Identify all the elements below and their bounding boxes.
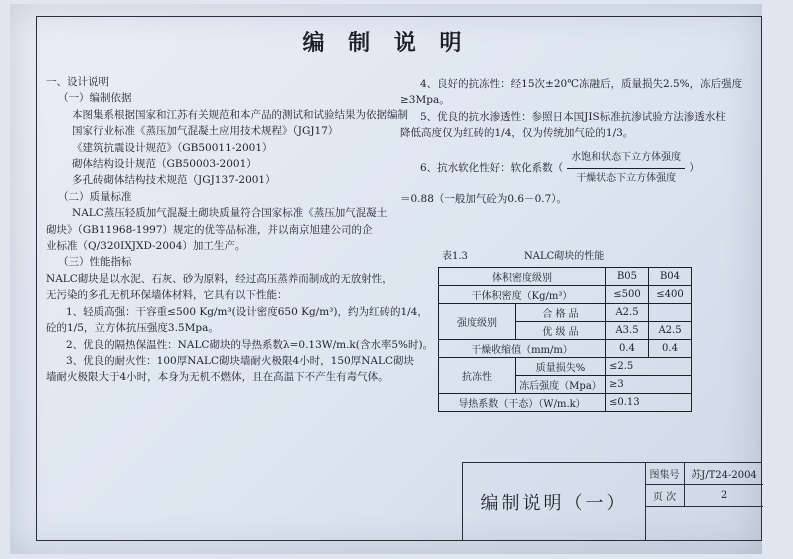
table-cell: 优 级 品: [516, 322, 606, 340]
table-cell: ≤400: [649, 286, 692, 304]
table-cell: 0.4: [606, 340, 649, 358]
left-text-line: 本图集系根据国家和江苏有关规范和本产品的测试和试验结果为依据编制: [72, 108, 408, 121]
table-caption: [442, 247, 742, 262]
title-block-name: 编制说明（一）: [463, 463, 646, 541]
table-cell: 干燥收缩值（mm/m）: [439, 340, 606, 358]
left-text-line: 砌体结构设计规范（GB50003-2001）: [72, 158, 257, 171]
right-text-line: 5、优良的抗水渗透性：参照日本国JIS标准抗渗试验方法渗透水柱: [420, 110, 726, 123]
softening-fraction: [567, 150, 685, 188]
table-row: [439, 304, 692, 322]
left-text-line: （三）性能指标: [58, 256, 132, 269]
table-cell: ≤0.13: [606, 394, 692, 412]
table-row: [439, 358, 692, 376]
table-cell: 冻后强度（Mpa）: [516, 376, 606, 394]
softening-result: ＝0.88（一般加气砼为0.6－0.7）。: [400, 193, 568, 206]
left-text-line: 业标准（Q/320IXJXD-2004）加工生产。: [46, 240, 246, 253]
table-cell: 0.4: [649, 340, 692, 358]
performance-table: [438, 267, 692, 412]
table-number: 表1.3: [442, 251, 468, 262]
table-cell: A3.5: [606, 322, 649, 340]
right-text-line: 4、良好的抗冻性：经15次±20℃冻融后，质量损失2.5%，冻后强度: [420, 78, 743, 90]
left-text-line: 3、优良的耐火性：100厚NALC砌块墙耐火极限4小时，150厚NALC砌块: [66, 354, 414, 367]
table-cell: B04: [649, 268, 692, 286]
right-column: [400, 76, 743, 208]
softening-formula: [400, 150, 735, 188]
title-block: [462, 462, 762, 541]
table-cell: [649, 304, 692, 322]
table-cell: 体积密度级别: [439, 268, 606, 286]
left-text-line: （一）编制依据: [58, 92, 132, 105]
left-text-line: NALC蒸压轻质加气混凝土砌块质量符合国家标准《蒸压加气混凝土: [72, 207, 388, 220]
left-text-line: 砼的1/5，立方体抗压强度3.5Mpa。: [46, 322, 219, 335]
softening-prefix: 6、抗水软化性好：软化系数（: [420, 162, 564, 175]
table-cell: 抗冻性: [439, 358, 516, 394]
table-cell: A2.5: [606, 304, 649, 322]
left-text-line: 2、优良的隔热保温性：NALC砌块的导热系数λ=0.13W/m.k(含水率5%时)。: [66, 338, 434, 351]
table-row: [439, 286, 692, 304]
left-text-line: 一、设计说明: [46, 76, 109, 88]
table-row: [439, 268, 692, 286]
left-text-line: 1、轻质高强：干容重≤500 Kg/m³(设计密度650 Kg/m³)，约为红砖的1/4，: [66, 305, 428, 318]
page-number-label: 页 次: [645, 485, 685, 507]
table-cell: 强度级别: [439, 304, 516, 340]
table-cell: 合 格 品: [516, 304, 606, 322]
page-title: 编 制 说 明: [302, 30, 470, 56]
table-cell: B05: [606, 268, 649, 286]
atlas-number-label: 图集号: [645, 463, 685, 485]
drawing-sheet: [10, 4, 762, 554]
table-cell: ≥3: [606, 376, 692, 394]
table-cell: ≤2.5: [606, 358, 692, 376]
softening-suffix: ）: [689, 162, 700, 175]
table-cell: ≤500: [606, 286, 649, 304]
table-row: [439, 340, 692, 358]
table-cell: 导热系数（干态）（W/m.k）: [439, 394, 606, 412]
right-text-line: ≥3Mpa。: [400, 94, 450, 107]
left-text-line: 《建筑抗震设计规范》（GB50011-2001）: [72, 141, 273, 154]
table-cell: A2.5: [649, 322, 692, 340]
left-text-line: NALC砌块是以水泥、石灰、砂为原料，经过高压蒸养而制成的无放射性，: [46, 272, 393, 285]
table-name: NALC砌块的性能: [524, 251, 605, 262]
left-text-line: （二）质量标准: [58, 190, 132, 203]
left-text-line: 无污染的多孔无机环保墙体材料，它具有以下性能：: [46, 289, 288, 302]
right-text-line: 降低高度仅为红砖的1/4，仅为传统加气砼的1/3。: [400, 127, 634, 140]
left-text-line: 国家行业标准《蒸压加气混凝土应用技术规程》（JGJ17）: [72, 125, 339, 138]
atlas-number-value: 苏J/T24-2004: [685, 463, 763, 485]
page-number-value: 2: [685, 485, 763, 507]
fraction-numerator: 水饱和状态下立方体强度: [567, 150, 685, 169]
left-text-line: 多孔砖砌体结构技术规范（JGJ137-2001）: [72, 174, 276, 187]
table-cell: 干体积密度（Kg/m³）: [439, 286, 606, 304]
table-cell: 质量损失%: [516, 358, 606, 376]
table-row: [439, 394, 692, 412]
left-text-line: 砌块》（GB11968-1997）规定的优等品标准，并以南京旭建公司的企: [46, 223, 373, 236]
left-text-line: 墙耐火极限大于4小时，本身为无机不燃体，且在高温下不产生有毒气体。: [46, 371, 389, 384]
fraction-denominator: 干燥状态下立方体强度: [576, 173, 677, 185]
